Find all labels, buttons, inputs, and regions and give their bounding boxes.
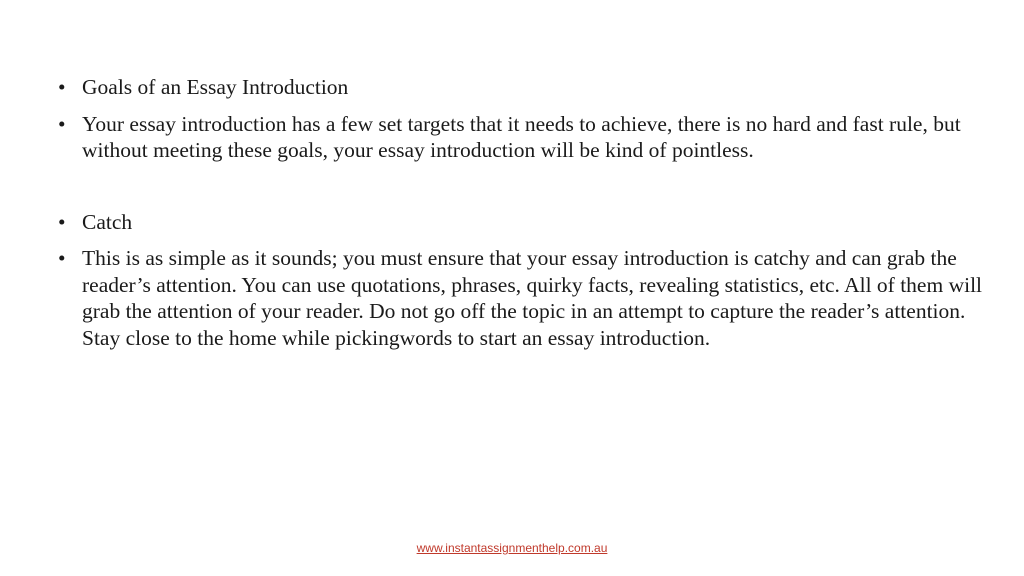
bullet-catch-body [58, 245, 1008, 351]
bullet-text: Your essay introduction has a few set targets that it needs to achieve, there is no hard and fast rule, but without meeting these goals, your essay introduction will be kind of pointless. [82, 111, 961, 162]
bullet-marker: • [58, 75, 66, 99]
bullet-catch-heading [58, 209, 1008, 236]
bullet-list [58, 74, 1008, 351]
bullet-text: Catch [82, 209, 133, 234]
bullet-text: Goals of an Essay Introduction [82, 75, 349, 99]
bullet-marker: • [58, 111, 66, 136]
footer-website-link[interactable]: www.instantassignmenthelp.com.au [416, 541, 608, 555]
bullet-goals-heading [58, 74, 1008, 101]
bullet-text: This is as simple as it sounds; you must ensure that your essay introduction is catchy and can grab the reader’s attention. You can use quotations, phrases, quirky facts, revealing statistics, etc. All of them will grab the attention of your reader. Do not go off the topic in an attempt to capture the reader’s attention. Stay close to the home while pickingwords to start an essay introduction. [82, 246, 983, 350]
bullet-goals-body [58, 111, 1008, 164]
bullet-marker: • [58, 246, 66, 270]
bullet-marker: • [58, 209, 66, 234]
